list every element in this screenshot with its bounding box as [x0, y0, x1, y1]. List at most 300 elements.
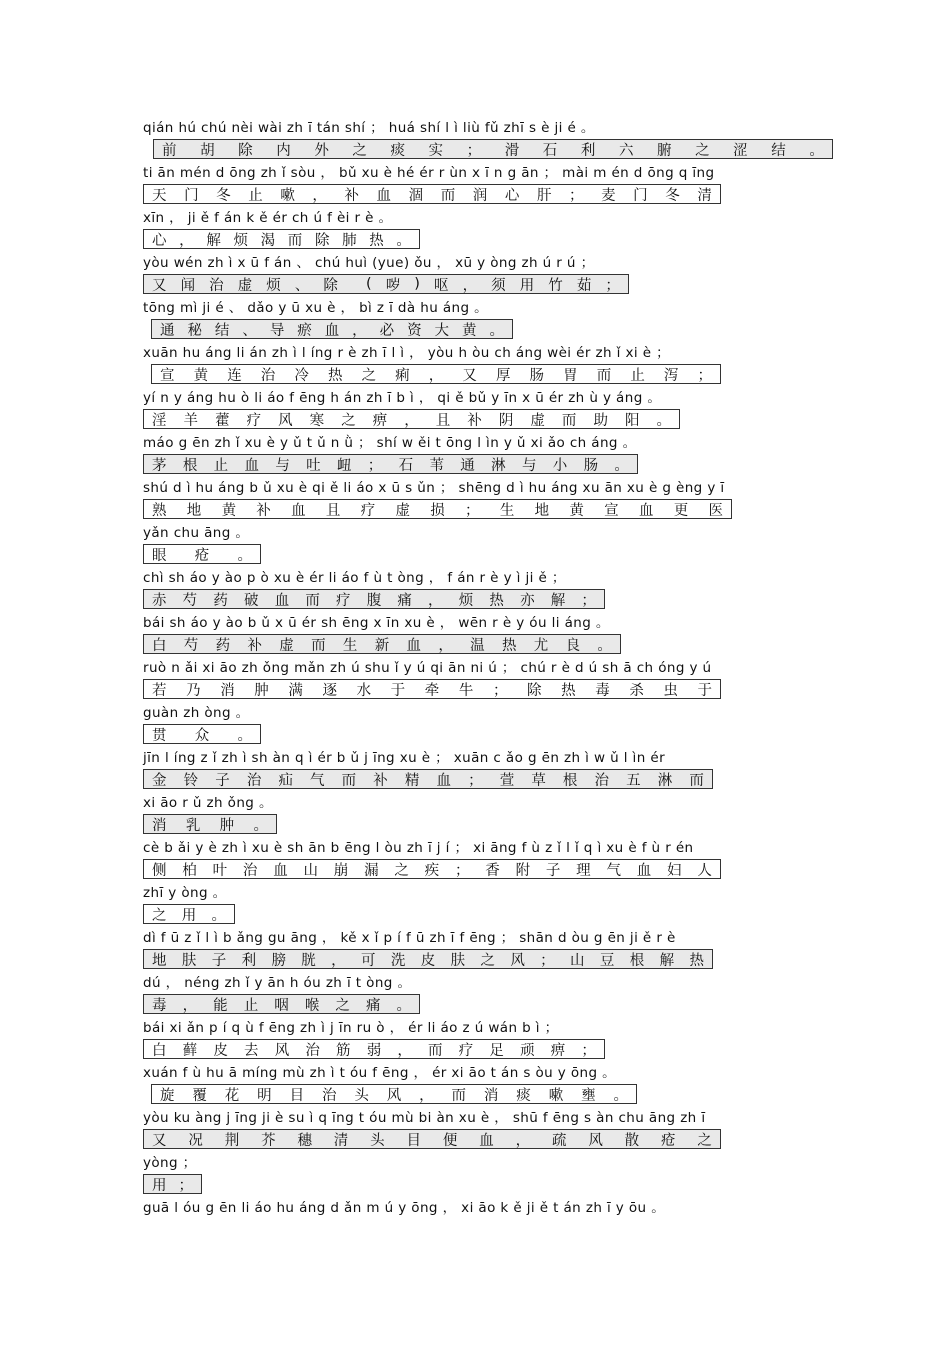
hanzi-char: 用 — [181, 907, 197, 924]
hanzi-char: 附 — [515, 862, 531, 879]
hanzi-char: 补 — [256, 502, 271, 519]
hanzi-char: 淋 — [491, 457, 506, 474]
hanzi-char: 补 — [344, 187, 359, 204]
hanzi-char: 闻 — [180, 277, 196, 294]
hanzi-char: 痹 — [372, 412, 388, 429]
hanzi-char: 淋 — [657, 772, 673, 789]
hanzi-char: 去 — [244, 1042, 259, 1059]
hanzi-char: 用 — [519, 277, 535, 294]
hanzi-char: 咽 — [274, 997, 289, 1014]
hanzi-char: 白 — [152, 1042, 167, 1059]
hanzi-char: 血 — [479, 1132, 494, 1149]
hanzi-char: 淫 — [152, 412, 167, 429]
hanzi-char: 而 — [451, 1087, 467, 1104]
hanzi-char: 之 — [152, 907, 167, 924]
hanzi-char: 除 — [323, 277, 338, 294]
hanzi-char: 而 — [561, 412, 577, 429]
hanzi-char: 白 — [152, 637, 167, 654]
hanzi-char: 热 — [489, 592, 504, 609]
hanzi-char: 可 — [361, 952, 376, 969]
hanzi-char: 利 — [241, 952, 257, 969]
hanzi-char: ， — [428, 367, 444, 384]
hanzi-char: 嗽 — [280, 187, 295, 204]
hanzi-char: 。 — [396, 997, 411, 1014]
hanzi-char: ( — [366, 276, 372, 292]
hanzi-char: 毒 — [152, 997, 167, 1014]
hanzi-char: 之 — [695, 142, 710, 159]
hanzi-char: ； — [367, 457, 383, 474]
hanzi-char: 能 — [213, 997, 228, 1014]
pinyin-line: jīn l íng z ǐ zh ì sh àn q ì ér b ǔ j īng xu è ； xuān c ǎo g ēn zh ì w ǔ l ìn ér — [143, 750, 666, 766]
hanzi-char: 消 — [220, 682, 235, 699]
hanzi-char: ； — [581, 592, 596, 609]
hanzi-char: 又 — [152, 277, 167, 294]
hanzi-char: 结 — [771, 142, 786, 159]
hanzi-box — [143, 769, 713, 789]
pinyin-line: xuán f ù hu ā míng mù zh ì t óu f ēng ， ér xi āo t án s òu y ōng 。 — [143, 1065, 617, 1081]
hanzi-box — [143, 274, 629, 294]
hanzi-char: 心 — [152, 232, 167, 249]
hanzi-char: 风 — [274, 1042, 290, 1059]
hanzi-char: ； — [466, 142, 482, 159]
hanzi-char: 清 — [697, 187, 712, 204]
hanzi-char: ) — [414, 276, 420, 292]
hanzi-char: 之 — [361, 367, 377, 384]
hanzi-char: 衄 — [336, 457, 352, 474]
hanzi-char: ， — [179, 232, 194, 249]
hanzi-char: 生 — [342, 637, 358, 654]
pinyin-line: yǎn chu āng 。 — [143, 525, 250, 541]
hanzi-char: 芍 — [183, 637, 199, 654]
hanzi-char: 消 — [483, 1087, 499, 1104]
hanzi-box — [143, 1129, 721, 1149]
hanzi-char: 于 — [697, 682, 712, 699]
hanzi-box — [143, 454, 638, 474]
hanzi-box — [143, 544, 261, 564]
hanzi-char: 之 — [697, 1132, 712, 1149]
hanzi-char: 贯 — [152, 727, 167, 744]
hanzi-char: 。 — [211, 907, 226, 924]
hanzi-char: ， — [462, 277, 478, 294]
pinyin-line: dì f ū z ǐ l ì b ǎng gu āng ， kě x ǐ p í f ū zh ī f ēng ； shān d òu g ēn ji ě r è — [143, 930, 676, 946]
hanzi-char: 疝 — [278, 772, 293, 789]
hanzi-char: 人 — [697, 862, 712, 879]
hanzi-char: 消 — [152, 817, 167, 834]
pinyin-line: bái sh áo y ào b ǔ x ū ér sh ēng x īn xu è ， wēn r è y óu li áng 。 — [143, 615, 610, 631]
hanzi-char: 渴 — [260, 232, 276, 249]
hanzi-char: 实 — [428, 142, 444, 159]
hanzi-char: 结 — [214, 322, 230, 339]
hanzi-char: 且 — [325, 502, 341, 519]
hanzi-box — [143, 184, 721, 204]
hanzi-char: 而 — [689, 772, 704, 789]
hanzi-char: 肠 — [529, 367, 545, 384]
hanzi-char: 于 — [390, 682, 406, 699]
hanzi-char: 血 — [244, 457, 259, 474]
hanzi-char: 解 — [206, 232, 221, 249]
hanzi-char: 滑 — [504, 142, 520, 159]
hanzi-char: 胃 — [563, 367, 578, 384]
hanzi-char: 治 — [246, 772, 262, 789]
hanzi-char: 羊 — [183, 412, 199, 429]
hanzi-char: 药 — [213, 592, 228, 609]
hanzi-char: 痰 — [390, 142, 405, 159]
hanzi-char: 而 — [428, 1042, 443, 1059]
hanzi-char: ， — [312, 187, 327, 204]
hanzi-char: 亦 — [520, 592, 535, 609]
hanzi-char: 若 — [152, 682, 167, 699]
hanzi-char: 气 — [606, 862, 621, 879]
hanzi-char: 弱 — [366, 1042, 382, 1059]
hanzi-char: 疗 — [246, 412, 262, 429]
hanzi-char: 除 — [238, 142, 253, 159]
hanzi-char: 血 — [324, 322, 340, 339]
hanzi-char: 之 — [352, 142, 367, 159]
hanzi-char: 根 — [629, 952, 645, 969]
hanzi-char: ； — [454, 862, 470, 879]
hanzi-char: 疮 — [194, 547, 210, 564]
hanzi-char: 皮 — [420, 952, 436, 969]
pinyin-line: yòu wén zh ì x ū f án 、 chú huì (yue) ǒu ， xū y òng zh ú r ú ； — [143, 255, 595, 271]
hanzi-char: 虚 — [530, 412, 545, 429]
pinyin-line: chì sh áo y ào p ò xu è ér li áo f ù t òng ， f án r è y ì ji ě ； — [143, 570, 566, 586]
hanzi-char: 山 — [303, 862, 318, 879]
hanzi-char: ； — [605, 277, 620, 294]
hanzi-box — [143, 859, 721, 879]
hanzi-box — [143, 1174, 202, 1194]
hanzi-char: 痛 — [397, 592, 412, 609]
pinyin-line: bái xi ǎn p í q ù f ēng zh ì j īn ru ò ， ér li áo z ú wán b ì ； — [143, 1020, 559, 1036]
hanzi-char: 前 — [162, 142, 177, 159]
hanzi-char: 厚 — [495, 367, 511, 384]
hanzi-char: 。 — [396, 232, 411, 249]
hanzi-char: 医 — [708, 502, 723, 519]
hanzi-char: 血 — [436, 772, 451, 789]
hanzi-char: 肿 — [254, 682, 269, 699]
hanzi-char: 大 — [434, 322, 450, 339]
hanzi-char: 血 — [636, 862, 652, 879]
hanzi-char: 腹 — [366, 592, 382, 609]
hanzi-char: 血 — [638, 502, 654, 519]
hanzi-char: 治 — [242, 862, 258, 879]
hanzi-char: 用 — [152, 1177, 167, 1194]
hanzi-char: 喉 — [304, 997, 320, 1014]
hanzi-char: 必 — [379, 322, 395, 339]
hanzi-char: 、 — [294, 277, 310, 294]
hanzi-char: 除 — [314, 232, 330, 249]
hanzi-char: 洗 — [390, 952, 406, 969]
pinyin-line: xi āo r ǔ zh ǒng 。 — [143, 795, 273, 811]
hanzi-box — [143, 949, 713, 969]
hanzi-char: 疗 — [458, 1042, 474, 1059]
hanzi-char: 与 — [521, 457, 537, 474]
hanzi-char: 草 — [531, 772, 546, 789]
hanzi-char: 补 — [373, 772, 388, 789]
hanzi-char: 嗽 — [548, 1087, 564, 1104]
hanzi-char: 地 — [534, 502, 550, 519]
hanzi-box — [143, 814, 277, 834]
hanzi-char: 破 — [244, 592, 259, 609]
hanzi-char: 疏 — [551, 1132, 567, 1149]
hanzi-box — [153, 139, 833, 159]
hanzi-char: ， — [428, 592, 443, 609]
hanzi-char: 子 — [211, 952, 227, 969]
pinyin-line: ti ān mén d ōng zh ǐ sòu ， bǔ xu è hé ér r ùn x ī n g ān ； mài m én d ōng q īng — [143, 165, 715, 181]
pinyin-line: guàn zh òng 。 — [143, 705, 250, 721]
hanzi-char: 资 — [407, 322, 422, 339]
hanzi-char: 众 — [194, 727, 210, 744]
hanzi-char: 。 — [656, 412, 671, 429]
hanzi-char: 而 — [305, 592, 320, 609]
hanzi-char: 利 — [580, 142, 596, 159]
hanzi-char: 治 — [321, 1087, 337, 1104]
hanzi-char: 而 — [596, 367, 612, 384]
hanzi-char: 须 — [491, 277, 506, 294]
hanzi-char: 助 — [593, 412, 608, 429]
hanzi-char: 六 — [618, 142, 634, 159]
hanzi-char: 皮 — [213, 1042, 228, 1059]
hanzi-box — [143, 634, 621, 654]
hanzi-char: 解 — [659, 952, 675, 969]
hanzi-char: 。 — [237, 727, 252, 744]
hanzi-char: 杀 — [629, 682, 644, 699]
hanzi-char: 。 — [613, 1087, 628, 1104]
hanzi-char: 冬 — [216, 187, 231, 204]
hanzi-char: 肿 — [219, 817, 235, 834]
pinyin-line: tōng mì ji é 、 dǎo y ū xu è ， bì z ī dà hu áng 。 — [143, 300, 489, 316]
hanzi-box — [151, 1084, 637, 1104]
hanzi-char: 地 — [186, 502, 202, 519]
hanzi-char: 腑 — [657, 142, 672, 159]
hanzi-box — [143, 679, 721, 699]
hanzi-char: 之 — [341, 412, 356, 429]
hanzi-char: 润 — [472, 187, 488, 204]
hanzi-char: 瘀 — [297, 322, 312, 339]
hanzi-char: ， — [182, 997, 198, 1014]
hanzi-char: 热 — [689, 952, 704, 969]
hanzi-char: 心 — [504, 187, 520, 204]
hanzi-char: 乳 — [185, 817, 201, 834]
hanzi-char: 虚 — [237, 277, 253, 294]
hanzi-char: 阴 — [498, 412, 514, 429]
hanzi-char: 叶 — [212, 862, 228, 879]
hanzi-char: 况 — [188, 1132, 203, 1149]
hanzi-char: 。 — [253, 817, 268, 834]
hanzi-char: 热 — [561, 682, 576, 699]
hanzi-char: 覆 — [192, 1087, 207, 1104]
hanzi-char: 宣 — [604, 502, 619, 519]
hanzi-box — [151, 319, 513, 339]
hanzi-char: 肠 — [583, 457, 599, 474]
hanzi-char: 疗 — [336, 592, 351, 609]
hanzi-char: 血 — [273, 862, 288, 879]
hanzi-char: 头 — [370, 1132, 385, 1149]
hanzi-char: 胡 — [200, 142, 215, 159]
hanzi-char: 虫 — [663, 682, 678, 699]
hanzi-char: 精 — [404, 772, 420, 789]
hanzi-char: 侧 — [152, 862, 167, 879]
hanzi-char: 又 — [152, 1132, 167, 1149]
hanzi-char: 风 — [588, 1132, 603, 1149]
hanzi-char: 虚 — [395, 502, 410, 519]
hanzi-char: ， — [397, 1042, 412, 1059]
hanzi-char: 除 — [527, 682, 542, 699]
hanzi-char: 烦 — [266, 277, 281, 294]
hanzi-char: 而 — [341, 772, 357, 789]
pinyin-line: máo g ēn zh ǐ xu è y ǔ t ǔ n ǜ ； shí w ěi t ōng l ìn y ǔ xi ǎo ch áng 。 — [143, 435, 637, 451]
hanzi-char: 导 — [269, 322, 285, 339]
hanzi-char: 石 — [398, 457, 414, 474]
hanzi-char: 之 — [394, 862, 409, 879]
hanzi-char: 根 — [182, 457, 198, 474]
pinyin-line: zhī y òng 。 — [143, 885, 227, 901]
hanzi-char: 疮 — [661, 1132, 676, 1149]
hanzi-char: 损 — [430, 502, 445, 519]
hanzi-char: 热 — [327, 367, 343, 384]
hanzi-char: ； — [465, 502, 480, 519]
hanzi-char: 血 — [291, 502, 306, 519]
hanzi-char: 泻 — [663, 367, 679, 384]
hanzi-char: 熟 — [152, 502, 167, 519]
hanzi-char: ， — [331, 952, 346, 969]
hanzi-char: 穗 — [297, 1132, 312, 1149]
hanzi-char: 。 — [489, 322, 504, 339]
hanzi-char: 赤 — [152, 592, 167, 609]
hanzi-box — [143, 1039, 605, 1059]
hanzi-char: 治 — [594, 772, 610, 789]
hanzi-char: 子 — [215, 772, 230, 789]
hanzi-char: 旋 — [160, 1087, 175, 1104]
hanzi-char: 血 — [274, 592, 290, 609]
hanzi-char: 目 — [289, 1087, 305, 1104]
hanzi-char: 通 — [160, 322, 175, 339]
hanzi-char: 肺 — [342, 232, 357, 249]
hanzi-box — [143, 589, 605, 609]
hanzi-char: 门 — [184, 187, 199, 204]
hanzi-char: 。 — [809, 142, 824, 159]
hanzi-char: 热 — [501, 637, 517, 654]
hanzi-char: 肤 — [181, 952, 197, 969]
pinyin-line: dú ， néng zh ǐ y ān h óu zh ī t òng 。 — [143, 975, 412, 991]
hanzi-char: 秘 — [187, 322, 202, 339]
hanzi-char: 与 — [275, 457, 290, 474]
hanzi-char: 痢 — [395, 367, 410, 384]
pinyin-line: yòng ； — [143, 1155, 197, 1171]
hanzi-char: 乃 — [186, 682, 201, 699]
hanzi-char: 宣 — [160, 367, 175, 384]
hanzi-char: 治 — [209, 277, 224, 294]
hanzi-box — [143, 994, 420, 1014]
hanzi-char: 竹 — [548, 277, 563, 294]
hanzi-char: 虚 — [279, 637, 294, 654]
hanzi-char: 膀 — [271, 952, 286, 969]
hanzi-char: 热 — [369, 232, 384, 249]
hanzi-char: 理 — [576, 862, 591, 879]
hanzi-char: ； — [492, 682, 508, 699]
hanzi-char: 柏 — [182, 862, 197, 879]
hanzi-char: 又 — [462, 367, 477, 384]
hanzi-char: 新 — [374, 637, 390, 654]
hanzi-char: 止 — [243, 997, 259, 1014]
hanzi-char: 寒 — [309, 412, 325, 429]
hanzi-char: 疾 — [424, 862, 440, 879]
hanzi-char: ， — [404, 412, 419, 429]
hanzi-char: 通 — [460, 457, 475, 474]
hanzi-char: 头 — [354, 1087, 369, 1104]
hanzi-char: 且 — [435, 412, 451, 429]
hanzi-char: 阳 — [624, 412, 640, 429]
hanzi-box — [143, 229, 420, 249]
hanzi-char: 而 — [311, 637, 326, 654]
hanzi-box — [151, 364, 721, 384]
hanzi-char: ， — [419, 1087, 434, 1104]
hanzi-char: 呕 — [434, 277, 449, 294]
hanzi-char: 天 — [152, 187, 167, 204]
hanzi-char: 风 — [386, 1087, 402, 1104]
hanzi-char: 门 — [633, 187, 648, 204]
hanzi-char: 黄 — [461, 322, 477, 339]
hanzi-char: 茹 — [576, 277, 592, 294]
hanzi-char: 水 — [356, 682, 372, 699]
hanzi-char: 气 — [310, 772, 325, 789]
hanzi-char: 治 — [260, 367, 276, 384]
hanzi-char: 。 — [597, 637, 612, 654]
hanzi-char: 痰 — [516, 1087, 531, 1104]
hanzi-char: 花 — [224, 1087, 240, 1104]
pinyin-line: yí n y áng hu ò li áo f ēng h án zh ī b ì ， qi ě bǔ y īn x ū ér zh ù y áng 。 — [143, 390, 662, 406]
hanzi-char: 明 — [257, 1087, 272, 1104]
hanzi-box — [143, 499, 732, 519]
hanzi-char: 外 — [314, 142, 329, 159]
pinyin-line: qián hú chú nèi wài zh ī tán shí ； huá shí l ì liù fǔ zhī s è ji é 。 — [143, 120, 595, 136]
pinyin-line: xuān hu áng li án zh ì l íng r è zh ī l ì ， yòu h òu ch áng wèi ér zh ǐ xi è ； — [143, 345, 670, 361]
hanzi-char: 补 — [467, 412, 482, 429]
hanzi-char: 茅 — [152, 457, 167, 474]
hanzi-char: 顽 — [520, 1042, 535, 1059]
hanzi-char: 而 — [440, 187, 456, 204]
hanzi-char: 小 — [552, 457, 568, 474]
hanzi-box — [143, 904, 235, 924]
hanzi-char: 石 — [542, 142, 558, 159]
hanzi-char: 内 — [276, 142, 291, 159]
hanzi-char: 冷 — [294, 367, 309, 384]
hanzi-char: 藓 — [182, 1042, 198, 1059]
hanzi-char: 牵 — [424, 682, 440, 699]
pinyin-line: yòu ku àng j īng ji è su ì q īng t óu mù bi àn xu è ， shū f ēng s àn chu āng zh ī — [143, 1110, 706, 1126]
hanzi-char: 山 — [570, 952, 585, 969]
hanzi-box — [143, 724, 261, 744]
hanzi-char: 。 — [237, 547, 252, 564]
hanzi-char: 温 — [470, 637, 485, 654]
hanzi-char: 五 — [626, 772, 641, 789]
hanzi-char: 苇 — [429, 457, 444, 474]
hanzi-char: 黄 — [221, 502, 237, 519]
hanzi-char: ， — [515, 1132, 531, 1149]
hanzi-char: ； — [581, 1042, 596, 1059]
hanzi-char: 芥 — [261, 1132, 276, 1149]
hanzi-char: 补 — [247, 637, 262, 654]
hanzi-char: 足 — [489, 1042, 504, 1059]
hanzi-char: 血 — [406, 637, 421, 654]
hanzi-char: 血 — [376, 187, 392, 204]
pinyin-line: guā l óu g ēn li áo hu áng d ǎn m ú y ōng ， xi āo k ě ji ě t án zh ī y ōu 。 — [143, 1200, 666, 1216]
hanzi-char: 风 — [510, 952, 525, 969]
hanzi-char: 涸 — [408, 187, 424, 204]
hanzi-char: 生 — [499, 502, 515, 519]
hanzi-char: 、 — [242, 322, 257, 339]
pinyin-line: xīn ， ji ě f án k ě ér ch ú f èi r è 。 — [143, 210, 393, 226]
hanzi-char: 胱 — [301, 952, 316, 969]
